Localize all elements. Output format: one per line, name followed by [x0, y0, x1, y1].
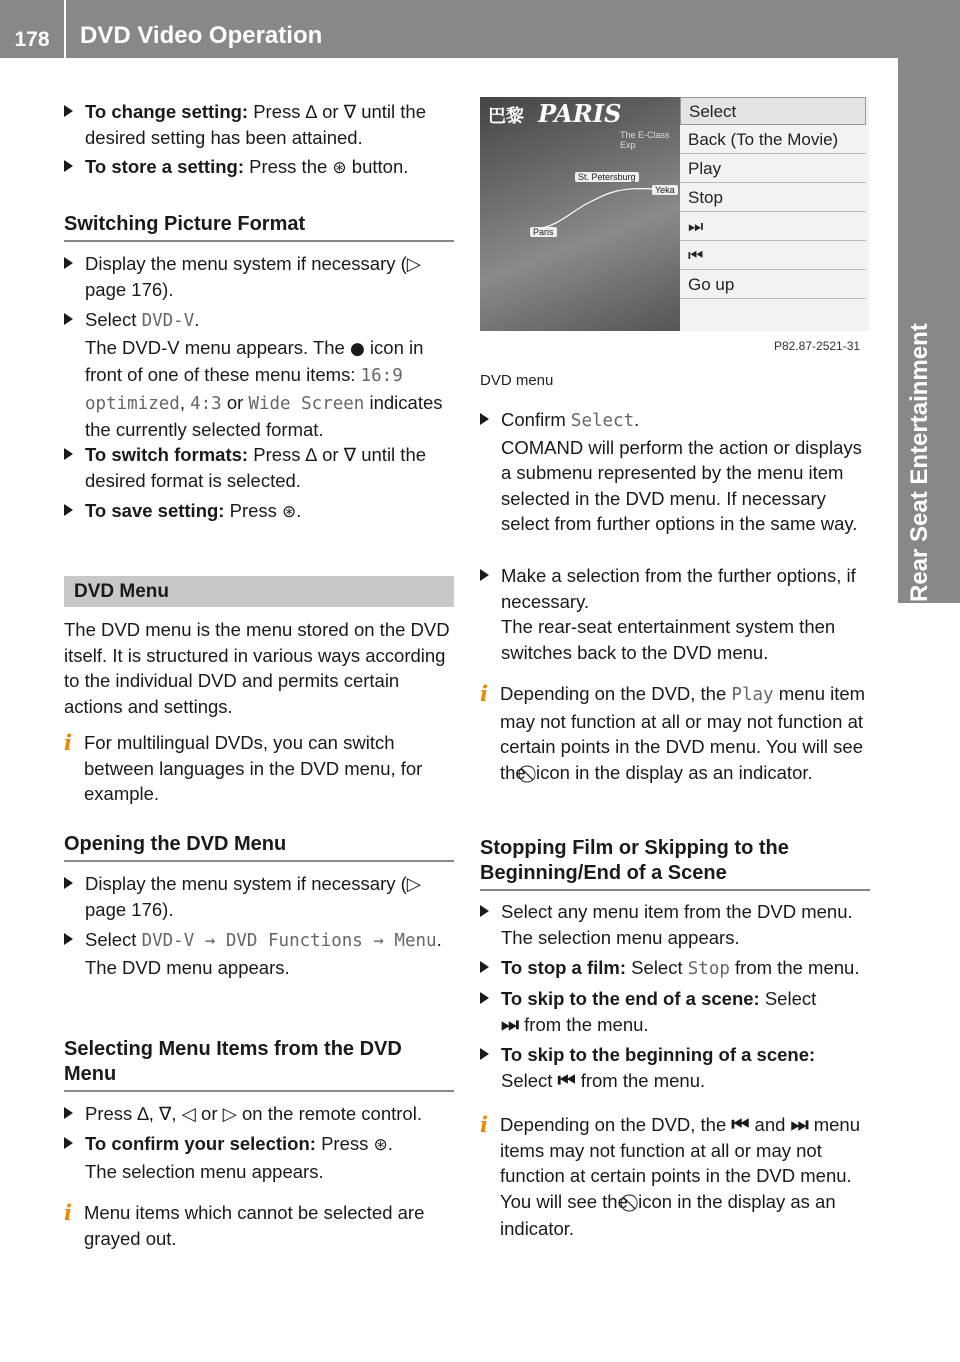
skip-back-icon: ⏮ — [557, 1067, 576, 1092]
arrow-icon — [64, 448, 73, 460]
bullet-stop-film: To stop a film: Select Stop from the menu. — [480, 955, 873, 983]
heading-stopping-film: Stopping Film or Skipping to the Beginning/End of a Scene — [480, 836, 870, 891]
dvd-menu-item-play[interactable]: Play — [680, 155, 866, 183]
side-tab-label: Rear Seat Entertainment — [906, 323, 933, 602]
arrow-icon — [64, 877, 73, 889]
bullet-confirm-selection: To confirm your selection: Press ⊛. The selection menu appears. — [64, 1131, 455, 1184]
arrow-icon — [64, 105, 73, 117]
bullet-select-dvdv: Select DVD-V. The DVD-V menu appears. The ● icon in front of one of these menu items: 16:9 optimized, 4:3 or Wide Screen indicates the currently selected format. — [64, 307, 455, 443]
dvd-menu-screenshot — [480, 97, 869, 331]
arrow-icon — [64, 257, 73, 269]
dvd-menu-item-skip-forward[interactable]: ⏭ — [680, 213, 866, 241]
side-tab — [898, 58, 960, 603]
bullet-skip-end: To skip to the end of a scene: Select ⏭ from the menu. — [480, 986, 871, 1037]
arrow-icon — [480, 569, 489, 581]
map-route — [480, 97, 680, 331]
arrow-icon — [480, 992, 489, 1004]
info-multilingual: i For multilingual DVDs, you can switch between languages in the DVD menu, for example. — [64, 730, 423, 804]
dvd-menu-list — [680, 97, 869, 331]
info-icon: i — [64, 1200, 72, 1225]
skip-forward-icon: ⏭ — [501, 1011, 519, 1036]
arrow-icon — [64, 160, 73, 172]
arrow-icon — [64, 933, 73, 945]
arrow-icon — [64, 504, 73, 516]
heading-opening-menu: Opening the DVD Menu — [64, 832, 454, 862]
map-subtitle: The E-Class Exp — [620, 130, 670, 150]
header-divider — [64, 0, 66, 58]
map-image — [480, 97, 680, 331]
bullet-press-arrows: Press ∆, ∇, ◁ or ▷ on the remote control. — [64, 1101, 457, 1127]
info-grayed-out: i Menu items which cannot be selected are grayed out. — [64, 1200, 425, 1249]
dvd-menu-item-skip-back[interactable]: ⏮ — [680, 242, 866, 270]
map-city-yeka: Yeka — [652, 185, 678, 195]
ok-button-icon: ⊛ — [373, 1135, 388, 1155]
arrow-icon — [480, 961, 489, 973]
skip-forward-icon: ⏭ — [790, 1112, 809, 1136]
heading-selecting-items: Selecting Menu Items from the DVD Menu — [64, 1037, 454, 1092]
map-city-st-petersburg: St. Petersburg — [575, 172, 639, 182]
arrow-icon — [480, 413, 489, 425]
arrow-icon — [480, 1048, 489, 1060]
bullet-confirm-select: Confirm Select. COMAND will perform the action or displays a submenu represented by the menu item selected in the DVD menu. If necessary select from further options in the same way. — [480, 407, 871, 537]
figure-caption: DVD menu — [480, 372, 554, 389]
arrow-icon — [64, 313, 73, 325]
bullet-skip-beginning: To skip to the beginning of a scene: Select ⏮ from the menu. — [480, 1042, 871, 1093]
info-icon: i — [64, 730, 72, 755]
arrow-icon — [64, 1107, 73, 1119]
bullet-display-menu-2: Display the menu system if necessary (▷ page 176). — [64, 871, 455, 922]
bullet-select-any-item: Select any menu item from the DVD menu. The selection menu appears. — [480, 899, 873, 950]
heading-switching-format: Switching Picture Format — [64, 212, 454, 242]
bullet-display-menu: Display the menu system if necessary (▷ page 176). — [64, 251, 455, 302]
info-skip-items: i Depending on the DVD, the ⏮ and ⏭ menu items may not function at all or may not function at certain points in the DVD menu. You will see the icon in the display as an indicator. — [480, 1112, 860, 1239]
bullet-store-setting: To store a setting: Press the ⊛ button. — [64, 154, 455, 182]
arrow-icon — [64, 1137, 73, 1149]
info-play-item: i Depending on the DVD, the Play menu item may not function at all or may not function at certain points in the DVD menu. You will see the icon in the display as an indicator. — [480, 681, 866, 783]
ok-button-icon: ⊛ — [332, 158, 347, 178]
bullet-further-options: Make a selection from the further options, if necessary. The rear-seat entertainment system then switches back to the DVD menu. — [480, 563, 871, 665]
map-city-paris: Paris — [530, 227, 557, 237]
page-header — [0, 0, 960, 58]
dvd-menu-item-back[interactable]: Back (To the Movie) — [680, 126, 866, 154]
dvd-menu-item-stop[interactable]: Stop — [680, 184, 866, 212]
bullet-switch-formats: To switch formats: Press ∆ or ∇ until the desired format is selected. — [64, 442, 455, 493]
page-title: DVD Video Operation — [80, 22, 323, 49]
dvd-menu-item-go-up[interactable]: Go up — [680, 271, 866, 299]
paragraph-dvd-menu: The DVD menu is the menu stored on the DVD itself. It is structured in various ways according to the individual DVD and permits certain actions and settings. — [64, 619, 450, 717]
bullet-save-setting: To save setting: Press ⊛. — [64, 498, 455, 526]
info-icon: i — [480, 1112, 488, 1137]
page-number: 178 — [14, 28, 50, 51]
figure-image-id: P82.87-2521-31 — [774, 339, 861, 353]
bullet-select-menu: Select DVD-V → DVD Functions → Menu. The DVD menu appears. — [64, 927, 455, 980]
info-icon: i — [480, 681, 488, 706]
ok-button-icon: ⊛ — [282, 502, 297, 522]
section-box-dvd-menu: DVD Menu — [64, 576, 454, 607]
dvd-menu-item-select[interactable]: Select — [680, 97, 866, 125]
map-title: PARIS — [538, 99, 622, 128]
arrow-icon — [480, 905, 489, 917]
map-chinese-label: 巴黎 — [488, 106, 524, 126]
selected-dot-icon: ● — [349, 338, 365, 359]
bullet-change-setting: To change setting: Press ∆ or ∇ until the desired setting has been attained. — [64, 99, 455, 150]
skip-back-icon: ⏮ — [731, 1112, 750, 1136]
